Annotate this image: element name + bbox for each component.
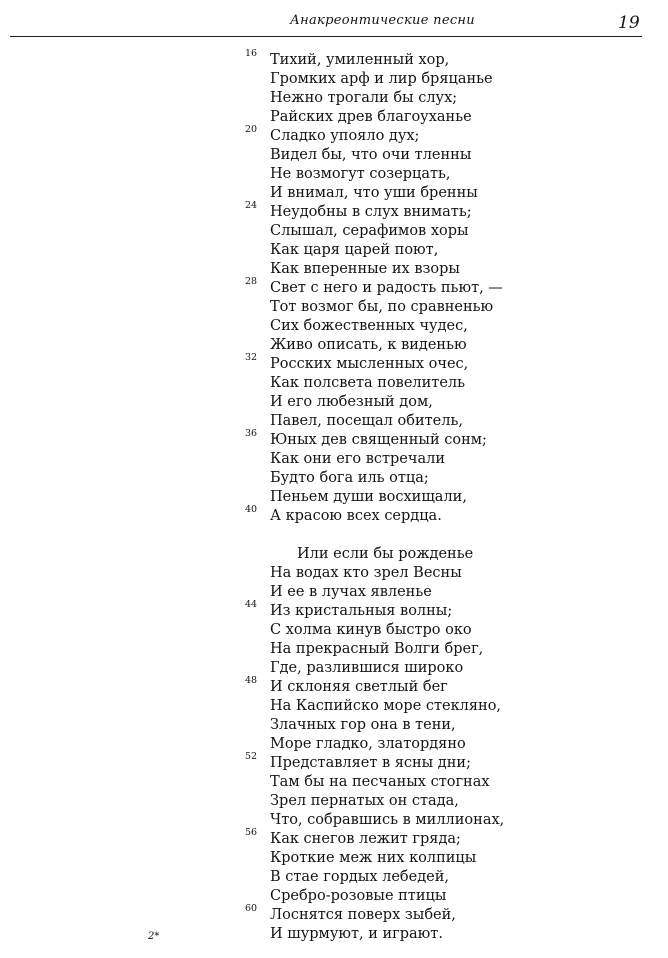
verse-line: И внимал, что уши бренны	[270, 185, 478, 201]
signature-mark: 2*	[148, 931, 160, 942]
line-number: 16	[245, 48, 258, 59]
verse-line: Зрел пернатых он стада,	[270, 793, 459, 809]
verse-line: Будто бога иль отца;	[270, 470, 429, 486]
verse-line: Что, собравшись в миллионах,	[270, 812, 505, 828]
line-number: 60	[245, 903, 258, 914]
verse-line: Или если бы рожденье	[297, 546, 474, 562]
verse-line: На прекрасный Волги брег,	[270, 641, 484, 657]
verse-line: Сладко упояло дух;	[270, 128, 420, 144]
verse-line: С холма кинув быстро око	[270, 622, 472, 638]
verse-line: На водах кто зрел Весны	[270, 565, 462, 581]
verse-line: Тихий, умиленный хор,	[270, 52, 450, 68]
verse-line: И ее в лучах явленье	[270, 584, 432, 600]
line-number: 20	[245, 124, 258, 135]
verse-line: И склоняя светлый бег	[270, 679, 448, 695]
line-number: 48	[245, 675, 258, 686]
verse-line: Павел, посещал обитель,	[270, 413, 463, 429]
verse-line: Райских древ благоуханье	[270, 109, 472, 125]
header-rule	[10, 36, 642, 37]
verse-line: Сих божественных чудес,	[270, 318, 468, 334]
verse-line: Кроткие меж них колпицы	[270, 850, 477, 866]
verse-line: Не возмогут созерцать,	[270, 166, 451, 182]
verse-line: Как они его встречали	[270, 451, 445, 467]
verse-line: Видел бы, что очи тленны	[270, 147, 472, 163]
verse-line: Сребро-розовые птицы	[270, 888, 447, 904]
verse-line: Свет с него и радость пьют, —	[270, 280, 503, 296]
verse-line: Юных дев священный сонм;	[270, 432, 487, 448]
verse-line: Из кристальныя волны;	[270, 603, 453, 619]
verse-line: Пеньем души восхищали,	[270, 489, 467, 505]
verse-line: Как царя царей поют,	[270, 242, 439, 258]
verse-line: Как снегов лежит гряда;	[270, 831, 461, 847]
verse-line: Где, разлившися широко	[270, 660, 464, 676]
line-number: 44	[245, 599, 258, 610]
verse-line: Неудобны в слух внимать;	[270, 204, 472, 220]
verse-line: Лоснятся поверх зыбей,	[270, 907, 456, 923]
line-number: 28	[245, 276, 258, 287]
header-title: Анакреонтические песни	[290, 13, 475, 28]
line-number: 24	[245, 200, 258, 211]
verse-line: На Каспийско море стекляно,	[270, 698, 502, 714]
verse-line: В стае гордых лебедей,	[270, 869, 449, 885]
verse-line: Представляет в ясны дни;	[270, 755, 471, 771]
line-number: 36	[245, 428, 258, 439]
verse-line: Море гладко, златордяно	[270, 736, 466, 752]
verse-line: Нежно трогали бы слух;	[270, 90, 458, 106]
verse-line: Живо описать, к виденью	[270, 337, 467, 353]
line-number: 40	[245, 504, 258, 515]
verse-line: А красою всех сердца.	[270, 508, 442, 524]
verse-line: Там бы на песчаных стогнах	[270, 774, 490, 790]
verse-line: Злачных гор она в тени,	[270, 717, 456, 733]
verse-line: И шурмуют, и играют.	[270, 926, 443, 942]
verse-line: Громких арф и лир бряцанье	[270, 71, 493, 87]
verse-line: Как полсвета повелитель	[270, 375, 466, 391]
line-number: 32	[245, 352, 258, 363]
page-number: 19	[618, 13, 640, 33]
line-number: 52	[245, 751, 258, 762]
verse-line: Тот возмог бы, по сравненью	[270, 299, 494, 315]
verse-line: И его любезный дом,	[270, 394, 433, 410]
verse-line: Как вперенные их взоры	[270, 261, 460, 277]
line-number: 56	[245, 827, 258, 838]
verse-line: Росских мысленных очес,	[270, 356, 469, 372]
verse-line: Слышал, серафимов хоры	[270, 223, 469, 239]
